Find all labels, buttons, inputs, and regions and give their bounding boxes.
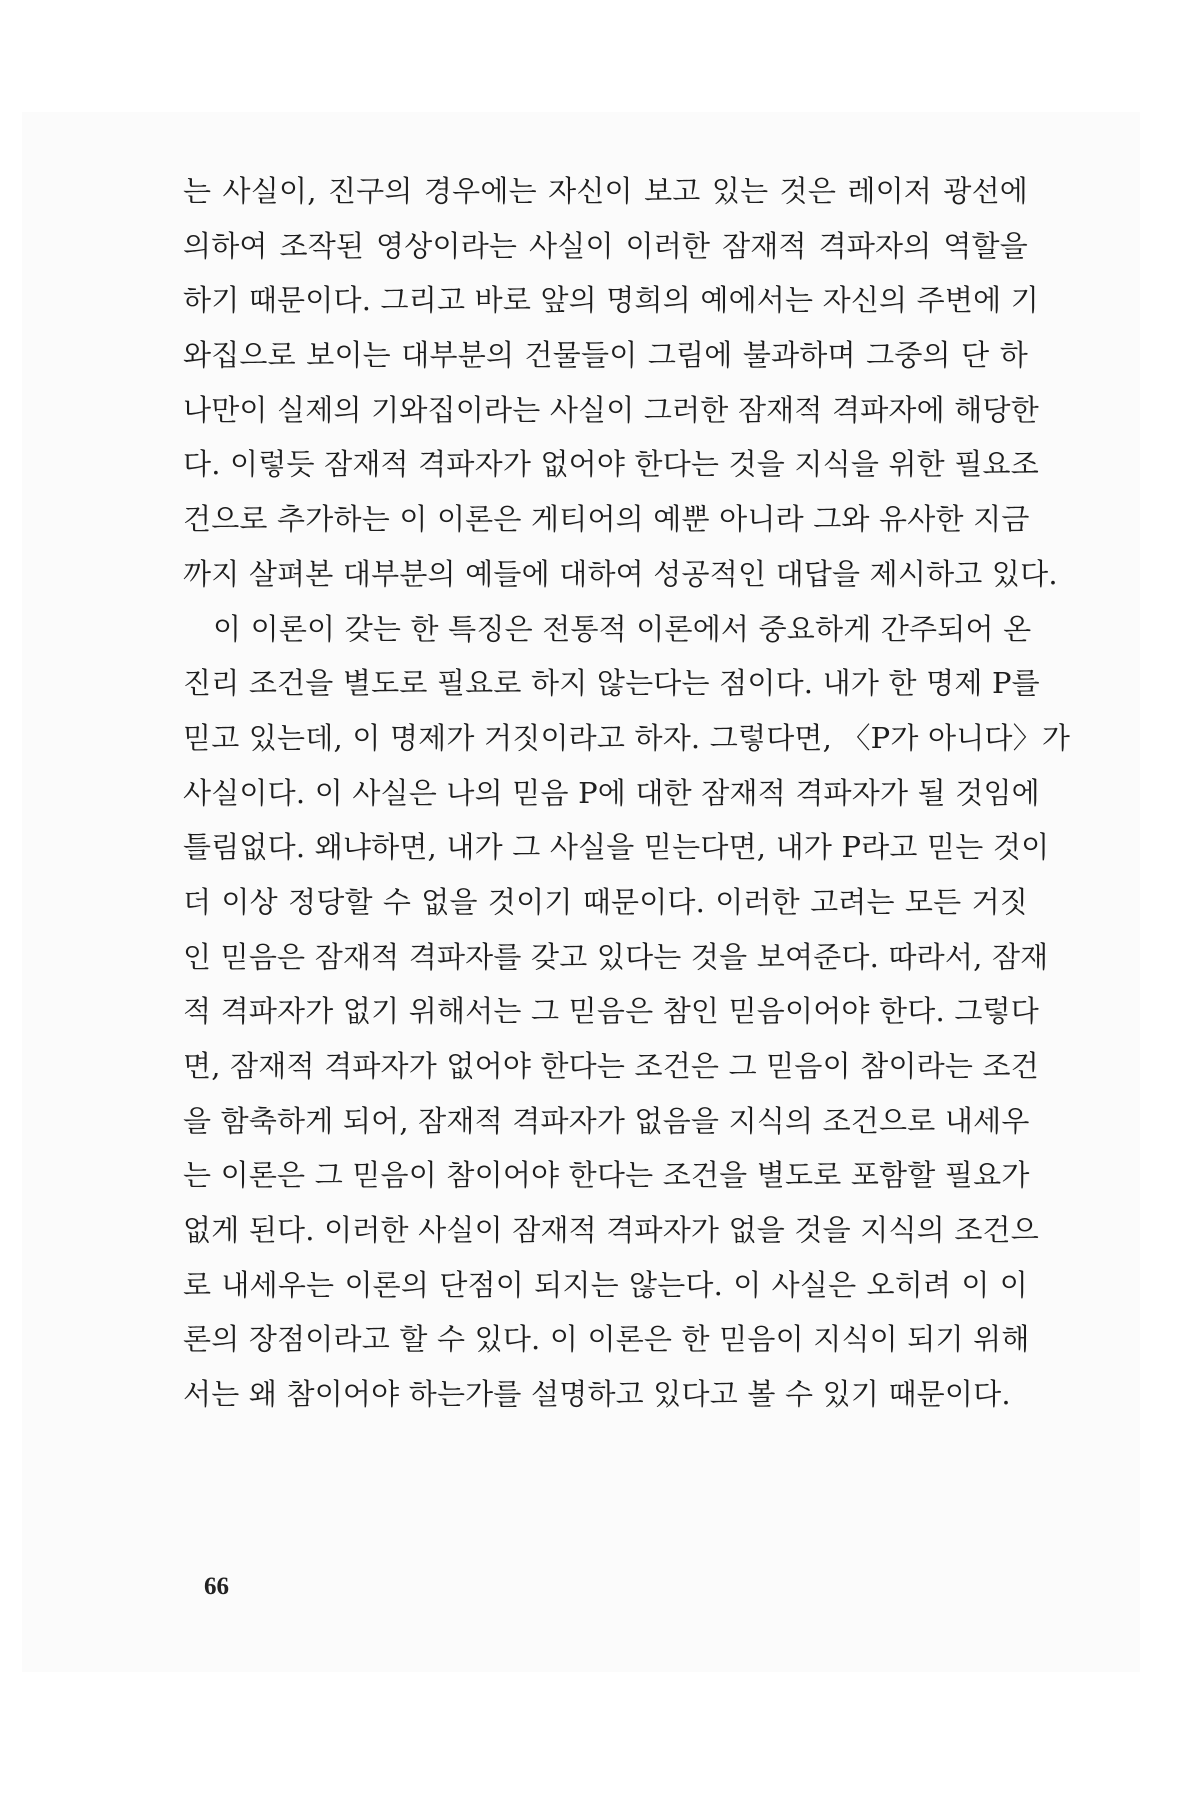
text-line: 는 사실이, 진구의 경우에는 자신이 보고 있는 것은 레이저 광선에 xyxy=(183,174,1028,208)
text-line: 의하여 조작된 영상이라는 사실이 이러한 잠재적 격파자의 역할을 xyxy=(183,228,1028,263)
body-text xyxy=(183,164,1071,1422)
text-line: 로 내세우는 이론의 단점이 되지는 않는다. 이 사실은 오히려 이 이 xyxy=(183,1267,1028,1302)
text-line: 와집으로 보이는 대부분의 건물들이 그림에 불과하며 그중의 단 하 xyxy=(183,338,1028,373)
text-line: 론의 장점이라고 할 수 있다. 이 이론은 한 믿음이 지식이 되기 위해 xyxy=(183,1322,1030,1357)
text-line: 건으로 추가하는 이 이론은 게티어의 예뿐 아니라 그와 유사한 지금 xyxy=(183,502,1030,537)
text-line: 없게 된다. 이러한 사실이 잠재적 격파자가 없을 것을 지식의 조건으 xyxy=(183,1213,1039,1248)
text-line: 인 믿음은 잠재적 격파자를 갖고 있다는 것을 보여준다. 따라서, 잠재 xyxy=(183,939,1049,974)
page-number: 66 xyxy=(204,1573,229,1600)
text-line: 적 격파자가 없기 위해서는 그 믿음은 참인 믿음이어야 한다. 그렇다 xyxy=(183,994,1039,1029)
paragraph-1 xyxy=(183,164,1058,602)
text-line: 진리 조건을 별도로 필요로 하지 않는다는 점이다. 내가 한 명제 P를 xyxy=(183,666,1040,701)
text-line: 면, 잠재적 격파자가 없어야 한다는 조건은 그 믿음이 참이라는 조건 xyxy=(183,1049,1039,1083)
text-line: 더 이상 정당할 수 없을 것이기 때문이다. 이러한 고려는 모든 거짓 xyxy=(183,884,1028,919)
paragraph-2 xyxy=(183,602,1071,1422)
text-line: 사실이다. 이 사실은 나의 믿음 P에 대한 잠재적 격파자가 될 것임에 xyxy=(183,775,1040,810)
text-line: 는 이론은 그 믿음이 참이어야 한다는 조건을 별도로 포함할 필요가 xyxy=(183,1158,1030,1193)
text-line: 을 함축하게 되어, 잠재적 격파자가 없음을 지식의 조건으로 내세우 xyxy=(183,1103,1030,1138)
text-line: 까지 살펴본 대부분의 예들에 대하여 성공적인 대답을 제시하고 있다. xyxy=(183,556,1058,591)
text-line: 나만이 실제의 기와집이라는 사실이 그러한 잠재적 격파자에 해당한 xyxy=(183,392,1039,427)
text-line: 믿고 있는데, 이 명제가 거짓이라고 하자. 그렇다면, 〈P가 아니다〉가 xyxy=(183,720,1071,755)
text-line: 틀림없다. 왜냐하면, 내가 그 사실을 믿는다면, 내가 P라고 믿는 것이 xyxy=(183,830,1050,865)
text-line: 다. 이렇듯 잠재적 격파자가 없어야 한다는 것을 지식을 위한 필요조 xyxy=(183,447,1039,482)
text-line: 서는 왜 참이어야 하는가를 설명하고 있다고 볼 수 있기 때문이다. xyxy=(183,1377,1011,1412)
text-line: 하기 때문이다. 그리고 바로 앞의 명희의 예에서는 자신의 주변에 기 xyxy=(183,283,1039,318)
text-line: 이 이론이 갖는 한 특징은 전통적 이론에서 중요하게 간주되어 온 xyxy=(213,611,1032,646)
